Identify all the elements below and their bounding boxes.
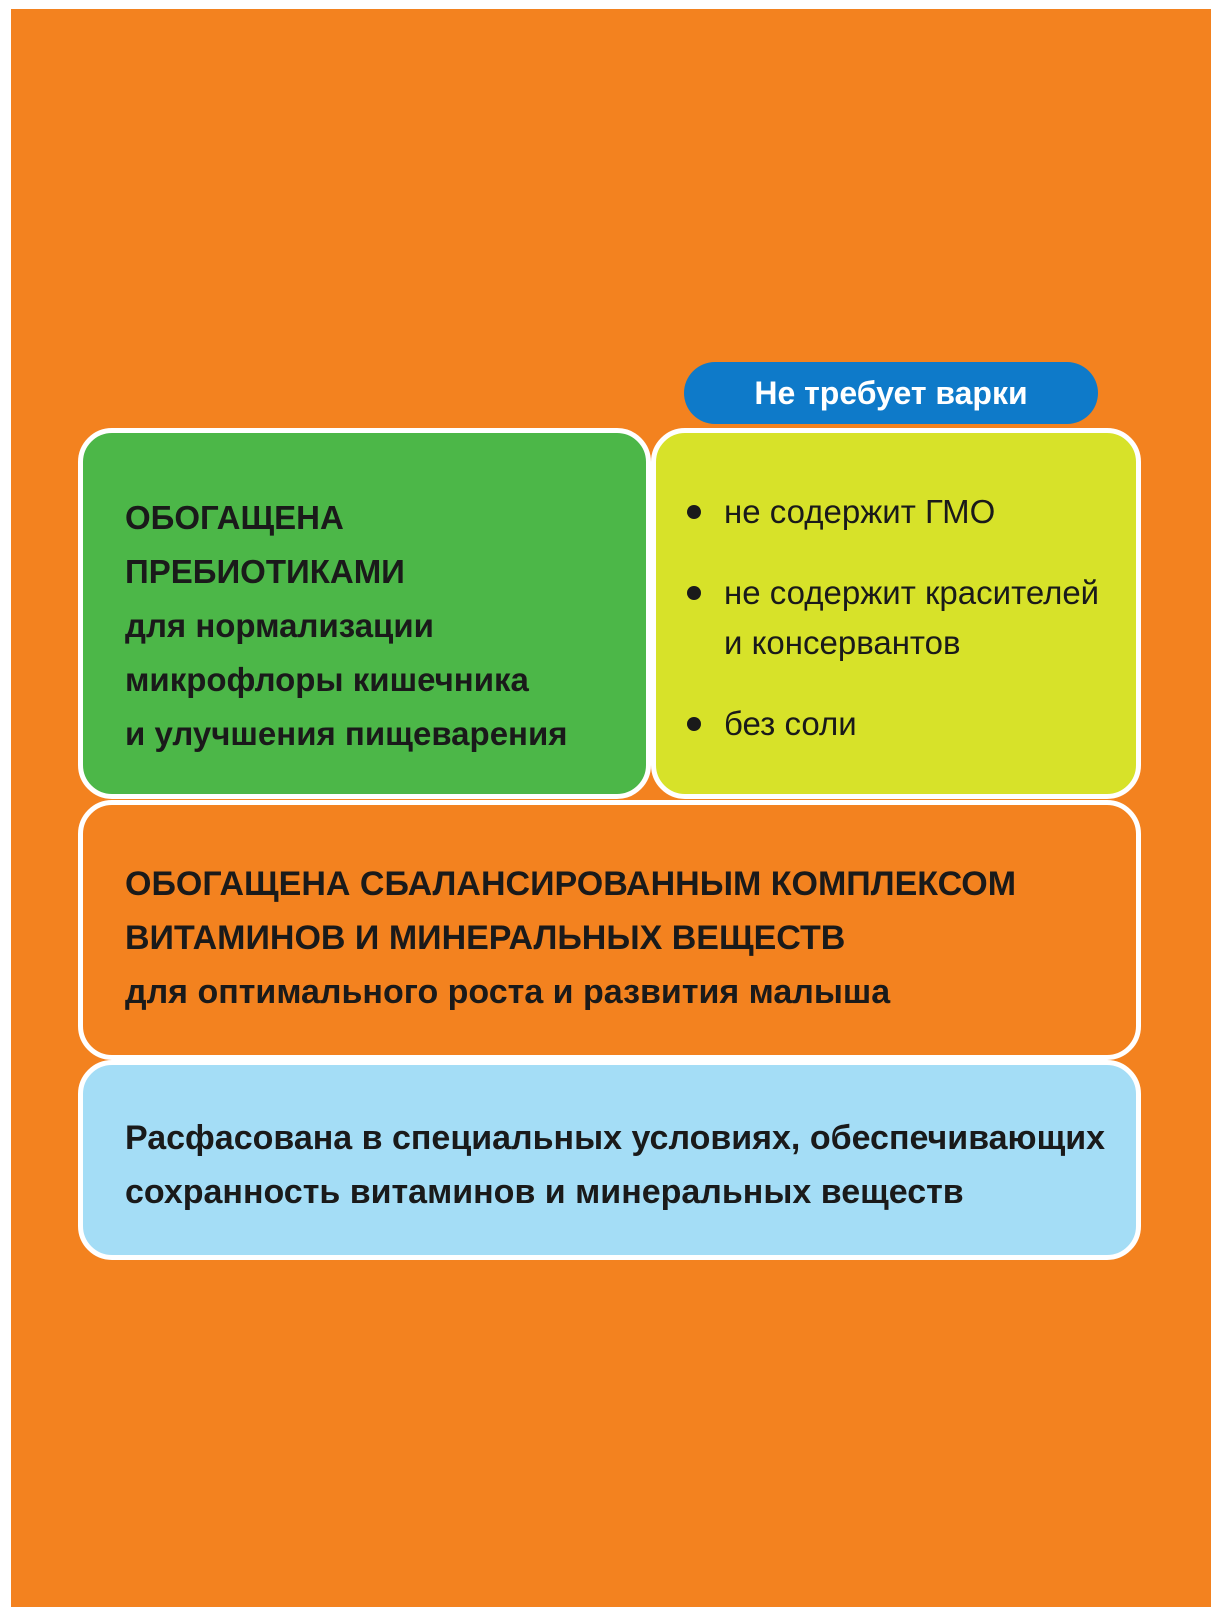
packaging-card <box>78 1060 1141 1260</box>
prebiotics-heading-line: ОБОГАЩЕНА <box>125 499 344 536</box>
vitamins-heading-line: ОБОГАЩЕНА СБАЛАНСИРОВАННЫМ КОМПЛЕКСОМ <box>125 865 1017 903</box>
bullet-dot-icon <box>687 505 701 519</box>
feature-text-continuation: и консервантов <box>724 624 961 661</box>
packaging-line: сохранность витаминов и минеральных веществ <box>125 1173 964 1211</box>
feature-text: не содержит красителей <box>724 574 1100 611</box>
feature-item <box>684 568 1126 668</box>
no-cooking-badge: Не требует варки <box>684 362 1098 424</box>
bullet-dot-icon <box>687 717 701 731</box>
bullet-dot-icon <box>687 586 701 600</box>
prebiotics-description-line: микрофлоры кишечника <box>125 661 529 698</box>
vitamins-description-line: для оптимального роста и развития малыша <box>125 973 891 1011</box>
prebiotics-description-line: и улучшения пищеварения <box>125 715 568 752</box>
prebiotics-text <box>125 491 626 761</box>
features-card <box>651 428 1141 799</box>
feature-text: без соли <box>724 705 857 742</box>
vitamins-heading-line: ВИТАМИНОВ И МИНЕРАЛЬНЫХ ВЕЩЕСТВ <box>125 919 846 957</box>
feature-text: не содержит ГМО <box>724 493 996 530</box>
vitamins-card <box>78 800 1141 1060</box>
prebiotics-heading-line: ПРЕБИОТИКАМИ <box>125 553 405 590</box>
features-list <box>684 487 1126 749</box>
feature-item <box>684 699 1126 749</box>
feature-item <box>684 487 1126 537</box>
packaging-text <box>125 1111 1126 1219</box>
vitamins-text <box>125 857 1116 1019</box>
prebiotics-description-line: для нормализации <box>125 607 434 644</box>
packaging-line: Расфасована в специальных условиях, обеспечивающих <box>125 1119 1106 1157</box>
prebiotics-card <box>78 428 651 799</box>
